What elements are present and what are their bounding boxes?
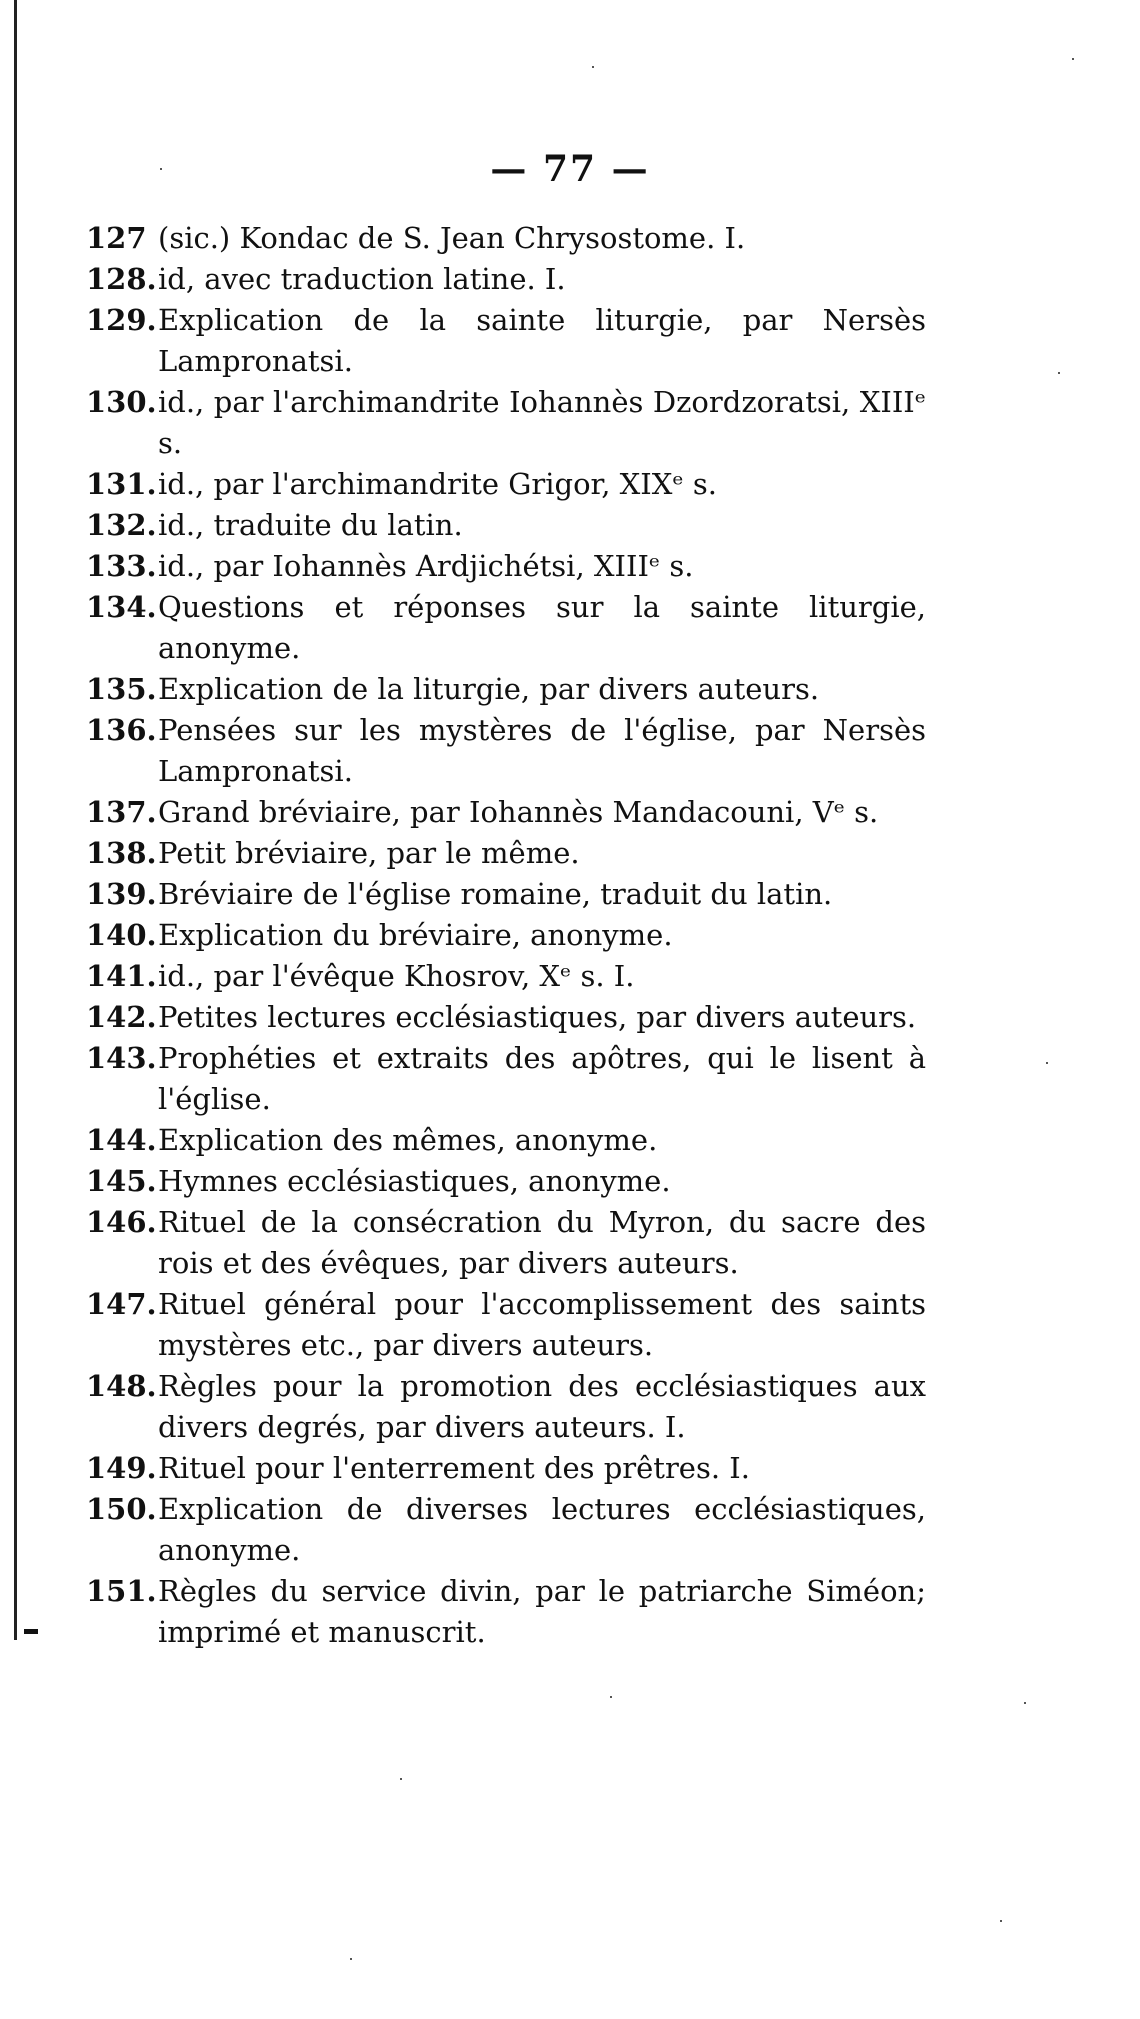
entry-number: 148. [86, 1369, 157, 1403]
catalog-entry-148 [86, 1366, 926, 1448]
entry-text: Explication des mêmes, anonyme. [158, 1123, 658, 1157]
catalog-entry-133 [86, 546, 926, 587]
page-number: — 77 — [490, 148, 650, 190]
entry-text: Hymnes ecclésiastiques, anonyme. [158, 1164, 671, 1198]
entry-text: (sic.) Kondac de S. Jean Chrysostome. I. [158, 221, 746, 255]
entry-number: 132. [86, 508, 157, 542]
entry-number: 133. [86, 549, 157, 583]
catalog-entry-127 [86, 218, 926, 259]
entry-number: 151. [86, 1574, 157, 1608]
entry-number: 128. [86, 262, 157, 296]
entry-text: Explication de diverses lectures ecclésiastiques, anonyme. [158, 1492, 926, 1567]
entry-text: Petit bréviaire, par le même. [158, 836, 580, 870]
entry-number: 134. [86, 590, 157, 624]
scan-speck [400, 1778, 402, 1780]
catalog-entry-139 [86, 874, 926, 915]
catalog-entry-149 [86, 1448, 926, 1489]
catalog-entry-136 [86, 710, 926, 792]
catalog-entry-147 [86, 1284, 926, 1366]
catalog-entry-143 [86, 1038, 926, 1120]
catalog-entry-140 [86, 915, 926, 956]
entry-number: 137. [86, 795, 157, 829]
entry-number: 143. [86, 1041, 157, 1075]
entry-text: Grand bréviaire, par Iohannès Mandacouni, Vᵉ s. [158, 795, 879, 829]
entry-number: 131. [86, 467, 157, 501]
catalog-entry-128 [86, 259, 926, 300]
entry-text: Rituel de la consécration du Myron, du sacre des rois et des évêques, par divers auteurs. [158, 1205, 926, 1280]
entry-text: Pensées sur les mystères de l'église, par Nersès Lampronatsi. [158, 713, 926, 788]
entry-number: 142. [86, 1000, 157, 1034]
scan-speck [1046, 1062, 1048, 1064]
catalog-entry-135 [86, 669, 926, 710]
catalog-entry-129 [86, 300, 926, 382]
entry-number: 130. [86, 385, 157, 419]
catalog-entry-142 [86, 997, 926, 1038]
margin-ink-mark [24, 1629, 38, 1634]
page-spine-edge [14, 0, 17, 1640]
entry-text: Questions et réponses sur la sainte liturgie, anonyme. [158, 590, 926, 665]
entry-number: 129. [86, 303, 157, 337]
entry-text: Rituel pour l'enterrement des prêtres. I. [158, 1451, 750, 1485]
entry-text: id., par l'archimandrite Iohannès Dzordzoratsi, XIIIᵉ s. [158, 385, 926, 460]
catalog-entry-144 [86, 1120, 926, 1161]
scan-speck [160, 168, 162, 170]
entry-number: 144. [86, 1123, 157, 1157]
scan-speck [1072, 58, 1074, 60]
scan-speck [1024, 1702, 1026, 1704]
scan-speck [1000, 1920, 1002, 1922]
entry-text: Règles pour la promotion des ecclésiastiques aux divers degrés, par divers auteurs. I. [158, 1369, 926, 1444]
catalog-entry-list [86, 218, 926, 1653]
entry-number: 145. [86, 1164, 157, 1198]
catalog-entry-132 [86, 505, 926, 546]
entry-number: 147. [86, 1287, 157, 1321]
catalog-entry-130 [86, 382, 926, 464]
entry-text: Petites lectures ecclésiastiques, par divers auteurs. [158, 1000, 917, 1034]
entry-text: Explication de la sainte liturgie, par Nersès Lampronatsi. [158, 303, 926, 378]
catalog-entry-150 [86, 1489, 926, 1571]
catalog-entry-151 [86, 1571, 926, 1653]
entry-text: Explication de la liturgie, par divers auteurs. [158, 672, 820, 706]
catalog-entry-137 [86, 792, 926, 833]
entry-text: Rituel général pour l'accomplissement des saints mystères etc., par divers auteurs. [158, 1287, 926, 1362]
catalog-entry-138 [86, 833, 926, 874]
scan-speck [610, 1696, 612, 1698]
entry-text: Prophéties et extraits des apôtres, qui le lisent à l'église. [158, 1041, 926, 1116]
entry-number: 139. [86, 877, 157, 911]
scan-speck [592, 66, 594, 68]
entry-number: 136. [86, 713, 157, 747]
entry-number: 150. [86, 1492, 157, 1526]
scan-speck [350, 1958, 352, 1960]
entry-text: id, avec traduction latine. I. [158, 262, 566, 296]
entry-number: 127 [86, 221, 147, 255]
entry-number: 149. [86, 1451, 157, 1485]
entry-text: id., par Iohannès Ardjichétsi, XIIIᵉ s. [158, 549, 694, 583]
entry-text: id., traduite du latin. [158, 508, 463, 542]
catalog-entry-134 [86, 587, 926, 669]
scan-speck [1058, 372, 1060, 374]
entry-text: id., par l'archimandrite Grigor, XIXᵉ s. [158, 467, 717, 501]
entry-number: 146. [86, 1205, 157, 1239]
entry-number: 135. [86, 672, 157, 706]
entry-number: 141. [86, 959, 157, 993]
catalog-entry-141 [86, 956, 926, 997]
entry-text: Bréviaire de l'église romaine, traduit du latin. [158, 877, 833, 911]
catalog-entry-131 [86, 464, 926, 505]
catalog-entry-146 [86, 1202, 926, 1284]
entry-number: 138. [86, 836, 157, 870]
entry-text: Explication du bréviaire, anonyme. [158, 918, 673, 952]
entry-number: 140. [86, 918, 157, 952]
catalog-entry-145 [86, 1161, 926, 1202]
entry-text: Règles du service divin, par le patriarche Siméon; imprimé et manuscrit. [158, 1574, 926, 1649]
entry-text: id., par l'évêque Khosrov, Xᵉ s. I. [158, 959, 635, 993]
